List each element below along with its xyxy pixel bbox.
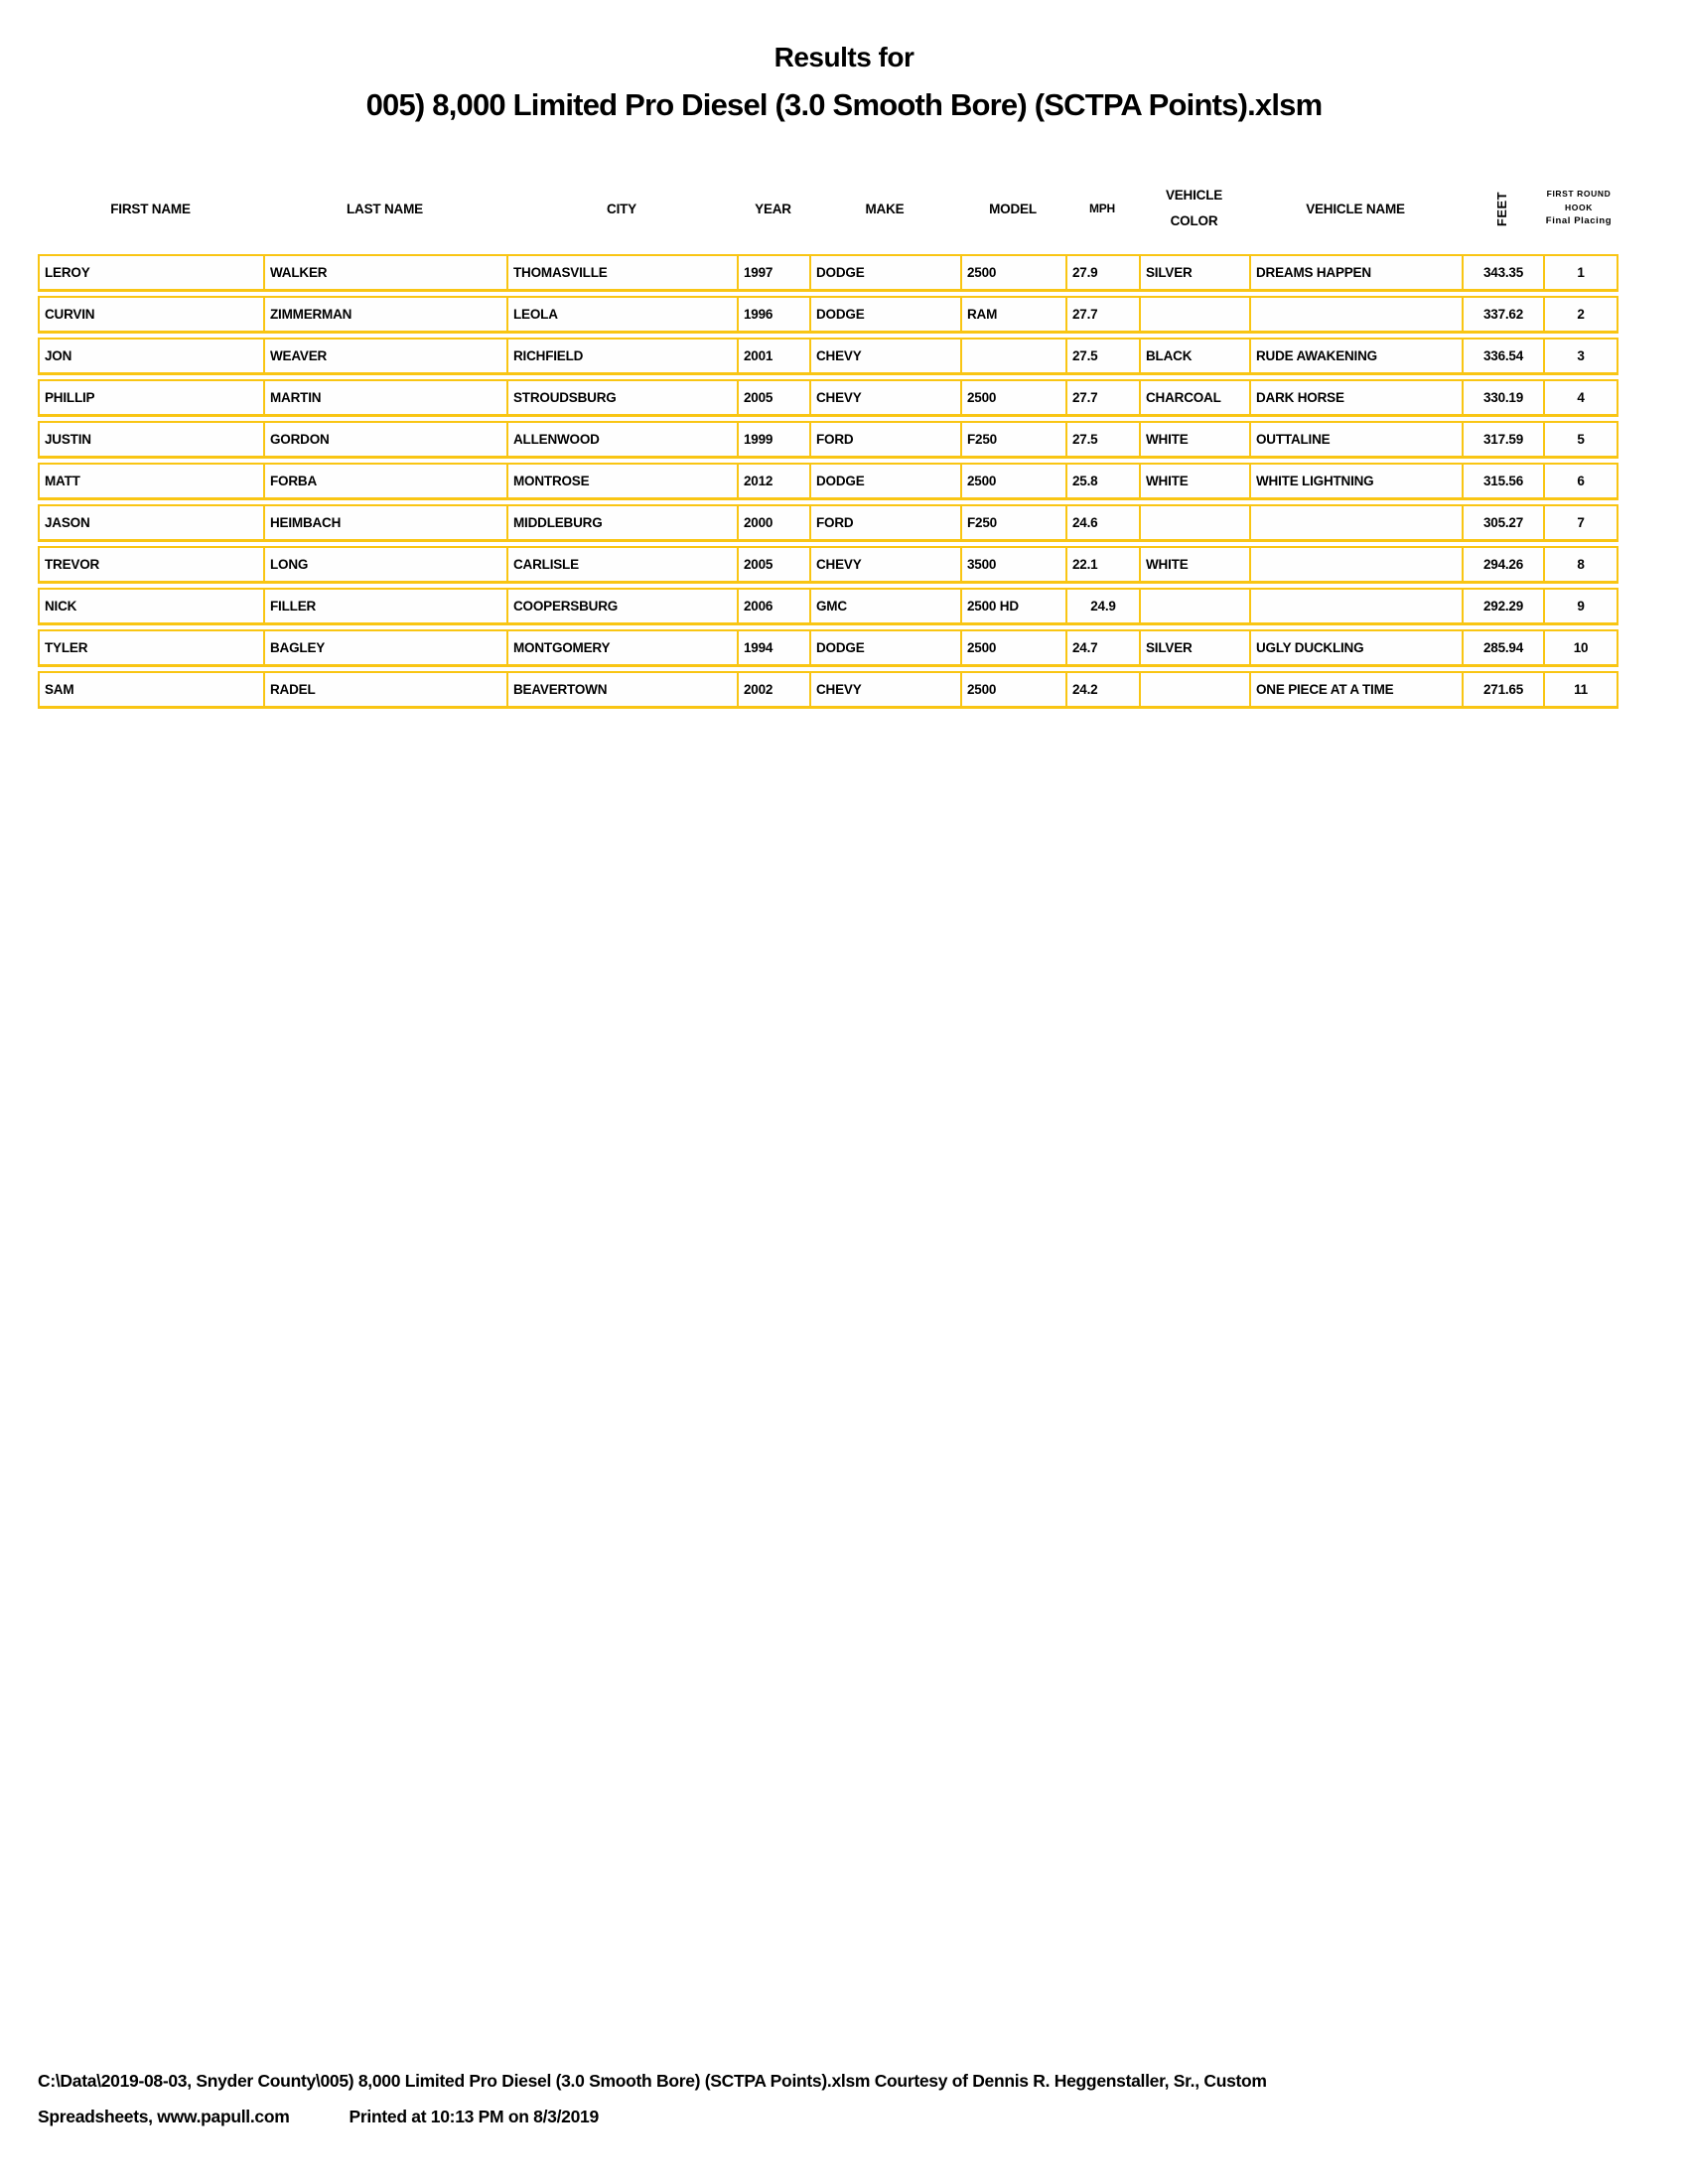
cell-mph: 27.9 — [1067, 256, 1141, 289]
cell-year: 2012 — [739, 465, 811, 497]
cell-feet: 317.59 — [1464, 423, 1545, 456]
placing-header-line3: Final Placing — [1545, 214, 1613, 226]
cell-vehicle-name — [1251, 506, 1464, 539]
cell-make: CHEVY — [811, 673, 962, 706]
footer-printed-at: Printed at 10:13 PM on 8/3/2019 — [349, 2107, 599, 2126]
cell-year: 2005 — [739, 381, 811, 414]
col-header-mph: MPH — [1088, 202, 1116, 215]
col-header-model: MODEL — [989, 201, 1037, 216]
cell-mph: 24.2 — [1067, 673, 1141, 706]
cell-placing: 3 — [1577, 348, 1585, 363]
cell-city: ALLENWOOD — [508, 423, 739, 456]
col-header-city: CITY — [607, 201, 636, 216]
cell-year: 1994 — [739, 631, 811, 664]
cell-model: 2500 HD — [962, 590, 1067, 622]
cell-last-name: HEIMBACH — [265, 506, 508, 539]
cell-vehicle-name: DREAMS HAPPEN — [1251, 256, 1464, 289]
cell-make: FORD — [811, 423, 962, 456]
col-header-first-name: FIRST NAME — [110, 201, 191, 216]
table-body — [38, 254, 1618, 709]
cell-mph: 25.8 — [1067, 465, 1141, 497]
placing-header-line1: FIRST ROUND — [1546, 189, 1612, 200]
placing-header-line2: HOOK — [1565, 202, 1593, 212]
cell-mph: 27.7 — [1067, 298, 1141, 331]
cell-feet: 285.94 — [1464, 631, 1545, 664]
table-row — [38, 296, 1618, 334]
table-row — [38, 588, 1618, 625]
footer-site: Spreadsheets, www.papull.com — [38, 2107, 290, 2126]
cell-city: RICHFIELD — [508, 340, 739, 372]
cell-city: LEOLA — [508, 298, 739, 331]
cell-year: 1997 — [739, 256, 811, 289]
page-title: Results for — [774, 42, 914, 72]
col-header-make: MAKE — [865, 201, 905, 216]
table-row — [38, 338, 1618, 375]
cell-year: 1996 — [739, 298, 811, 331]
cell-last-name: MARTIN — [265, 381, 508, 414]
cell-vehicle-name — [1251, 590, 1464, 622]
cell-make: DODGE — [811, 298, 962, 331]
cell-city: MONTROSE — [508, 465, 739, 497]
cell-placing: 10 — [1573, 640, 1589, 655]
cell-feet: 305.27 — [1464, 506, 1545, 539]
cell-vehicle-name: OUTTALINE — [1251, 423, 1464, 456]
col-header-placing — [1543, 171, 1615, 246]
cell-first-name: JASON — [40, 506, 265, 539]
cell-placing: 5 — [1577, 432, 1585, 447]
cell-year: 2006 — [739, 590, 811, 622]
cell-city: MONTGOMERY — [508, 631, 739, 664]
cell-first-name: TREVOR — [40, 548, 265, 581]
cell-feet: 294.26 — [1464, 548, 1545, 581]
title-block — [0, 0, 1688, 123]
cell-vehicle-color: BLACK — [1141, 340, 1251, 372]
cell-vehicle-name — [1251, 298, 1464, 331]
cell-model — [962, 340, 1067, 372]
cell-vehicle-color — [1141, 298, 1251, 331]
cell-vehicle-color — [1141, 506, 1251, 539]
col-header-vehicle-color — [1139, 171, 1249, 246]
cell-year: 2000 — [739, 506, 811, 539]
table-header-row — [38, 171, 1618, 246]
table-row — [38, 504, 1618, 542]
cell-city: MIDDLEBURG — [508, 506, 739, 539]
cell-vehicle-color: CHARCOAL — [1141, 381, 1251, 414]
cell-last-name: ZIMMERMAN — [265, 298, 508, 331]
cell-vehicle-color — [1141, 673, 1251, 706]
cell-mph: 27.5 — [1067, 423, 1141, 456]
cell-first-name: CURVIN — [40, 298, 265, 331]
cell-vehicle-color: WHITE — [1141, 548, 1251, 581]
cell-feet: 271.65 — [1464, 673, 1545, 706]
cell-mph: 24.9 — [1067, 590, 1141, 622]
cell-year: 2001 — [739, 340, 811, 372]
cell-last-name: BAGLEY — [265, 631, 508, 664]
table-row — [38, 671, 1618, 709]
cell-vehicle-color — [1141, 590, 1251, 622]
cell-vehicle-color: SILVER — [1141, 256, 1251, 289]
cell-model: 3500 — [962, 548, 1067, 581]
cell-placing: 4 — [1577, 390, 1585, 405]
table-row — [38, 463, 1618, 500]
cell-vehicle-name: DARK HORSE — [1251, 381, 1464, 414]
cell-vehicle-color: SILVER — [1141, 631, 1251, 664]
cell-last-name: FILLER — [265, 590, 508, 622]
cell-model: F250 — [962, 506, 1067, 539]
cell-first-name: JUSTIN — [40, 423, 265, 456]
cell-year: 1999 — [739, 423, 811, 456]
cell-make: DODGE — [811, 465, 962, 497]
cell-mph: 27.5 — [1067, 340, 1141, 372]
cell-last-name: WALKER — [265, 256, 508, 289]
cell-last-name: RADEL — [265, 673, 508, 706]
vehicle-color-label: VEHICLE COLOR — [1165, 188, 1223, 228]
cell-feet: 343.35 — [1464, 256, 1545, 289]
cell-make: CHEVY — [811, 340, 962, 372]
cell-placing: 8 — [1577, 557, 1585, 572]
cell-vehicle-color: WHITE — [1141, 465, 1251, 497]
cell-first-name: NICK — [40, 590, 265, 622]
cell-first-name: JON — [40, 340, 265, 372]
cell-model: 2500 — [962, 465, 1067, 497]
cell-feet: 292.29 — [1464, 590, 1545, 622]
footer-line2 — [38, 2099, 1646, 2134]
col-header-last-name: LAST NAME — [347, 201, 423, 216]
cell-year: 2005 — [739, 548, 811, 581]
cell-vehicle-color: WHITE — [1141, 423, 1251, 456]
cell-last-name: LONG — [265, 548, 508, 581]
footer-line1: C:\Data\2019-08-03, Snyder County\005) 8,000 Limited Pro Diesel (3.0 Smooth Bore) (SCTPA Points).xlsm Courtesy of Dennis R. Heggenstaller, Sr., Custom — [38, 2071, 1267, 2091]
cell-first-name: TYLER — [40, 631, 265, 664]
table-row — [38, 546, 1618, 584]
cell-feet: 330.19 — [1464, 381, 1545, 414]
cell-mph: 27.7 — [1067, 381, 1141, 414]
cell-city: THOMASVILLE — [508, 256, 739, 289]
cell-model: 2500 — [962, 631, 1067, 664]
cell-make: CHEVY — [811, 548, 962, 581]
cell-make: FORD — [811, 506, 962, 539]
cell-make: GMC — [811, 590, 962, 622]
cell-city: CARLISLE — [508, 548, 739, 581]
cell-vehicle-name: WHITE LIGHTNING — [1251, 465, 1464, 497]
cell-last-name: WEAVER — [265, 340, 508, 372]
cell-vehicle-name: ONE PIECE AT A TIME — [1251, 673, 1464, 706]
table-row — [38, 629, 1618, 667]
cell-placing: 2 — [1577, 307, 1585, 322]
col-header-vehicle-name: VEHICLE NAME — [1306, 201, 1405, 216]
cell-placing: 7 — [1577, 515, 1585, 530]
cell-first-name: MATT — [40, 465, 265, 497]
table-row — [38, 254, 1618, 292]
results-table — [38, 171, 1618, 709]
cell-model: 2500 — [962, 673, 1067, 706]
cell-first-name: SAM — [40, 673, 265, 706]
cell-vehicle-name: RUDE AWAKENING — [1251, 340, 1464, 372]
col-header-year: YEAR — [755, 201, 791, 216]
cell-make: DODGE — [811, 631, 962, 664]
table-row — [38, 379, 1618, 417]
cell-vehicle-name — [1251, 548, 1464, 581]
cell-mph: 24.7 — [1067, 631, 1141, 664]
cell-last-name: FORBA — [265, 465, 508, 497]
cell-mph: 22.1 — [1067, 548, 1141, 581]
cell-model: F250 — [962, 423, 1067, 456]
cell-feet: 315.56 — [1464, 465, 1545, 497]
cell-mph: 24.6 — [1067, 506, 1141, 539]
cell-placing: 6 — [1577, 474, 1585, 488]
cell-first-name: LEROY — [40, 256, 265, 289]
cell-feet: 336.54 — [1464, 340, 1545, 372]
col-header-feet — [1462, 171, 1543, 246]
table-row — [38, 421, 1618, 459]
cell-placing: 11 — [1574, 682, 1588, 697]
cell-model: 2500 — [962, 381, 1067, 414]
cell-make: DODGE — [811, 256, 962, 289]
cell-make: CHEVY — [811, 381, 962, 414]
cell-city: BEAVERTOWN — [508, 673, 739, 706]
page-subtitle: 005) 8,000 Limited Pro Diesel (3.0 Smooth Bore) (SCTPA Points).xlsm — [365, 87, 1323, 122]
cell-model: 2500 — [962, 256, 1067, 289]
cell-placing: 1 — [1577, 265, 1585, 280]
cell-model: RAM — [962, 298, 1067, 331]
page-footer — [38, 2063, 1646, 2134]
feet-rotated-label: FEET — [1494, 191, 1510, 226]
cell-placing: 9 — [1577, 599, 1585, 614]
cell-city: COOPERSBURG — [508, 590, 739, 622]
cell-first-name: PHILLIP — [40, 381, 265, 414]
cell-year: 2002 — [739, 673, 811, 706]
cell-feet: 337.62 — [1464, 298, 1545, 331]
cell-city: STROUDSBURG — [508, 381, 739, 414]
cell-last-name: GORDON — [265, 423, 508, 456]
cell-vehicle-name: UGLY DUCKLING — [1251, 631, 1464, 664]
